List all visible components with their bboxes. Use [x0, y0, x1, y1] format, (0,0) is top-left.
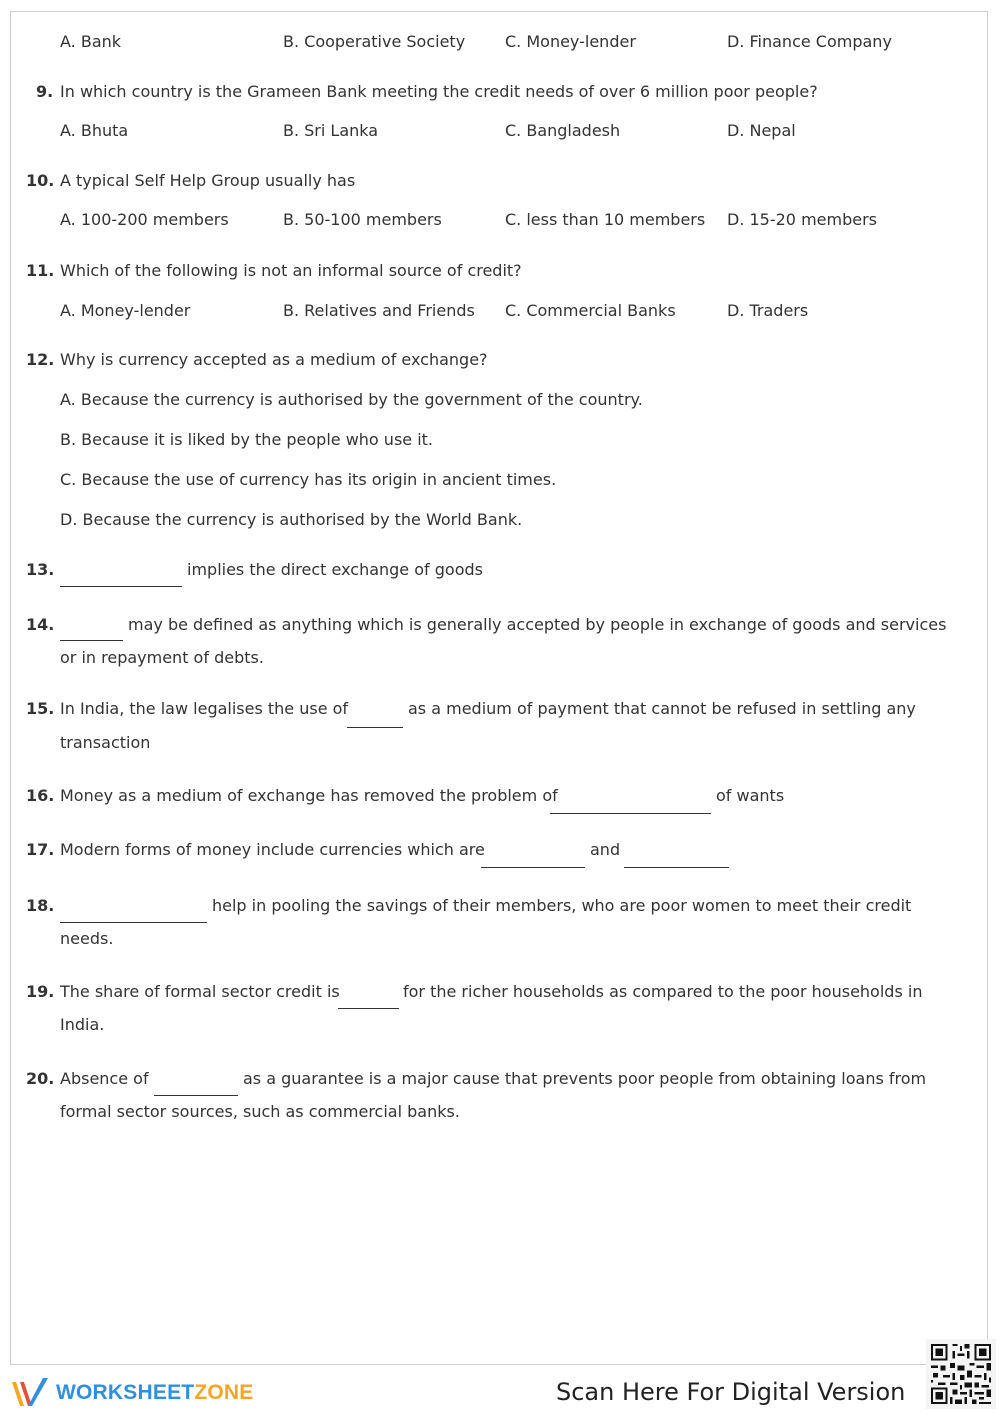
worksheetzone-logo[interactable] [10, 1376, 253, 1410]
question-number: 13. [26, 560, 55, 579]
option-c[interactable]: C. Commercial Banks [505, 301, 676, 320]
answer-blank[interactable] [550, 813, 711, 814]
option-c[interactable]: C. Money-lender [505, 32, 636, 51]
question-text: help in pooling the savings of their members, who are poor women to meet their credit [212, 896, 912, 915]
question-text-continued: or in repayment of debts. [60, 648, 264, 667]
question-number: 11. [26, 261, 55, 280]
question-text: Money as a medium of exchange has removed the problem of [60, 786, 558, 805]
option-a[interactable]: A. Bank [60, 32, 122, 51]
question-text: may be defined as anything which is generally accepted by people in exchange of goods and services [128, 615, 947, 634]
option-b[interactable]: B. Cooperative Society [283, 32, 466, 51]
option-d[interactable]: D. Because the currency is authorised by the World Bank. [60, 510, 523, 529]
question-text-continued: formal sector sources, such as commercial banks. [60, 1102, 460, 1121]
question-text-continued: India. [60, 1015, 105, 1034]
question-number: 14. [26, 615, 55, 634]
answer-blank[interactable] [154, 1095, 238, 1096]
question-text: Modern forms of money include currencies which are [60, 840, 485, 859]
question-text-after: of wants [716, 786, 785, 805]
option-b[interactable]: B. Sri Lanka [283, 121, 379, 140]
question-text: In which country is the Grameen Bank meeting the credit needs of over 6 million poor people? [60, 82, 818, 101]
question-number: 17. [26, 840, 55, 859]
question-number: 16. [26, 786, 55, 805]
answer-blank[interactable] [347, 727, 403, 728]
question-text-continued: needs. [60, 929, 114, 948]
question-text: Which of the following is not an informal source of credit? [60, 261, 522, 280]
question-text: The share of formal sector credit is [60, 982, 340, 1001]
question-text-continued: transaction [60, 733, 151, 752]
option-a[interactable]: A. Bhuta [60, 121, 129, 140]
logo-check-icon [10, 1376, 50, 1410]
logo-text-worksheet: WORKSHEET [56, 1381, 195, 1404]
option-d[interactable]: D. 15-20 members [727, 210, 877, 229]
option-b[interactable]: B. 50-100 members [283, 210, 442, 229]
question-number: 20. [26, 1069, 55, 1088]
answer-blank[interactable] [338, 1008, 399, 1009]
question-text-after: for the richer households as compared to the poor households in [403, 982, 923, 1001]
question-text: In India, the law legalises the use of [60, 699, 349, 718]
question-text: implies the direct exchange of goods [187, 560, 483, 579]
question-text-after: as a medium of payment that cannot be refused in settling any [408, 699, 916, 718]
option-a[interactable]: A. Because the currency is authorised by the government of the country. [60, 390, 643, 409]
answer-blank-1[interactable] [481, 867, 585, 868]
question-number: 15. [26, 699, 55, 718]
answer-blank[interactable] [60, 640, 123, 641]
option-a[interactable]: A. 100-200 members [60, 210, 229, 229]
option-c[interactable]: C. Bangladesh [505, 121, 621, 140]
question-text-and: and [590, 840, 621, 859]
answer-blank[interactable] [60, 922, 207, 923]
answer-blank-2[interactable] [624, 867, 729, 868]
option-a[interactable]: A. Money-lender [60, 301, 191, 320]
question-number: 18. [26, 896, 55, 915]
scan-caption: Scan Here For Digital Version [556, 1378, 906, 1406]
option-d[interactable]: D. Traders [727, 301, 809, 320]
question-number: 19. [26, 982, 55, 1001]
option-d[interactable]: D. Nepal [727, 121, 796, 140]
option-d[interactable]: D. Finance Company [727, 32, 892, 51]
answer-blank[interactable] [60, 586, 182, 587]
option-c[interactable]: C. Because the use of currency has its origin in ancient times. [60, 470, 557, 489]
question-text: A typical Self Help Group usually has [60, 171, 356, 190]
question-number: 9. [36, 82, 54, 101]
logo-text-zone: ZONE [194, 1381, 254, 1404]
logo-text [56, 1381, 253, 1405]
question-text-after: as a guarantee is a major cause that prevents poor people from obtaining loans from [243, 1069, 927, 1088]
question-text: Why is currency accepted as a medium of exchange? [60, 350, 488, 369]
option-b[interactable]: B. Relatives and Friends [283, 301, 475, 320]
qr-code-icon[interactable] [926, 1339, 996, 1409]
option-c[interactable]: C. less than 10 members [505, 210, 706, 229]
question-number: 12. [26, 350, 55, 369]
option-b[interactable]: B. Because it is liked by the people who use it. [60, 430, 434, 449]
question-text: Absence of [60, 1069, 149, 1088]
question-number: 10. [26, 171, 55, 190]
